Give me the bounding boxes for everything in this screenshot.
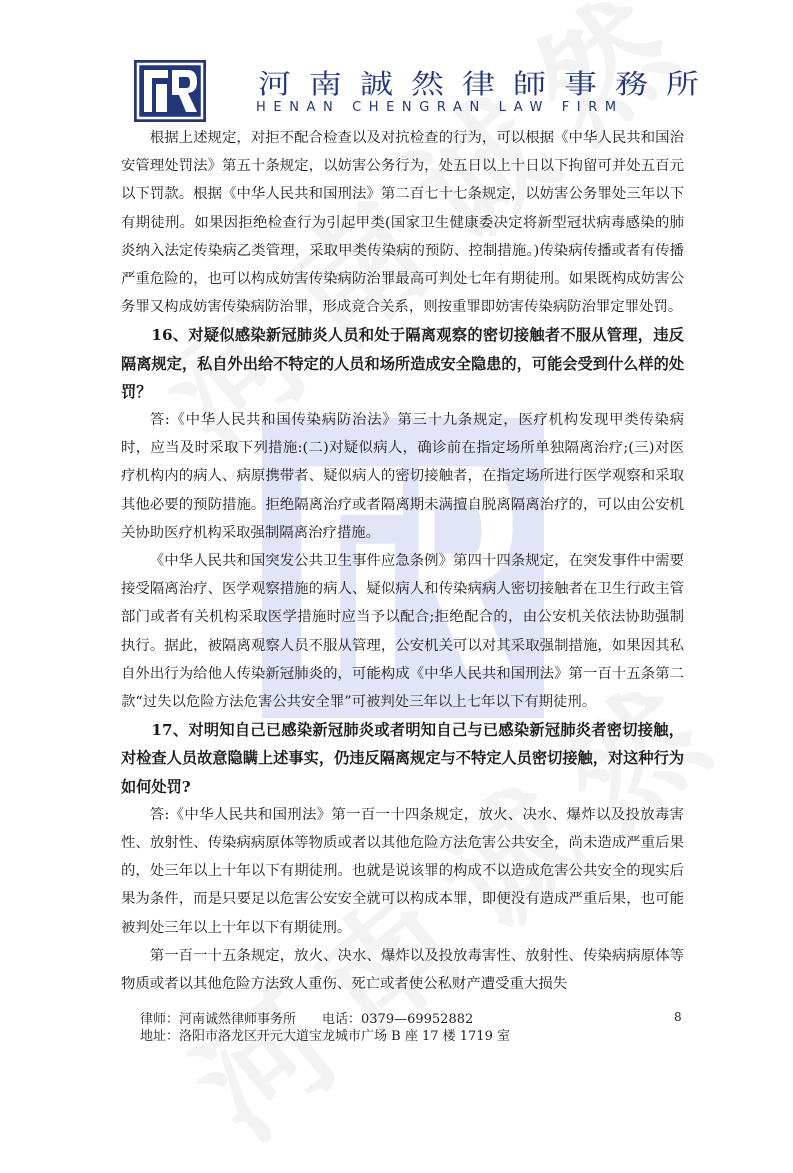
paragraph: 根据上述规定，对拒不配合检查以及对抗检查的行为，可以根据《中华人民共和国治安管理处罚法》第五十条规定，以妨害公务行为，处五日以上十日以下拘留可并处五百元以下罚款。根据《中华人民共和国刑法》第二百七十七条规定，以妨害公务罪处三年以下有期徒刑。如果因拒绝检查行为引起甲类(国家卫生健康委决定将新型冠状病毒感染的肺炎纳入法定传染病乙类管理，采取甲类传染病的预防、控制措施。)传染病传播或者有传播严重危险的，也可以构成妨害传染病防治罪最高可判处七年有期徒刑。如果既构成妨害公务罪又构成妨害传染病防治罪，形成竞合关系，则按重罪即妨害传染病防治罪定罪处罚。 <box>121 130 684 316</box>
footer-address: 地址：洛阳市洛龙区开元大道宝龙城市广场 B 座 17 楼 1719 室 <box>140 1029 510 1044</box>
paragraph: 答:《中华人民共和国传染病防治法》第三十九条规定，医疗机构发现甲类传染病时，应当及时采取下列措施:(二)对疑似病人，确诊前在指定场所单独隔离治疗;(三)对医疗机构内的病人、病原携带者、疑似病人的密切接触者，在指定场所进行医学观察和采取其他必要的预防措施。拒绝隔离治疗或者隔离期未满擅自脱离隔离治疗的，可以由公安机关协助医疗机构采取强制隔离治疗措施。 <box>121 412 684 541</box>
footer-lawyer: 律师：河南诚然律师事务所 <box>140 1012 297 1027</box>
question-heading: 17、对明知自己已感染新冠肺炎或者明知自己与已感染新冠肺炎者密切接触，对检查人员故意隐瞒上述事实，仍违反隔离规定与不特定人员密切接触，对这种行为如何处罚? <box>121 721 684 796</box>
paragraph: 第一百一十五条规定，放火、决水、爆炸以及投放毒害性、放射性、传染病病原体等物质或者以其他危险方法致人重伤、死亡或者使公私财产遭受重大损失 <box>121 947 684 993</box>
firm-name-subtitle: HENAN CHENGRAN LAW FIRM <box>256 100 624 115</box>
cr-monogram-logo-icon <box>134 60 206 122</box>
question-heading: 16、对疑似感染新冠肺炎人员和处于隔离观察的密切接触者不服从管理，违反隔离规定，私自外出给不特定的人员和场所造成安全隐患的，可能会受到什么样的处罚？ <box>121 326 684 401</box>
firm-name-title: 河南誠然律師事務所 <box>258 67 717 100</box>
page-number: 8 <box>674 1010 682 1024</box>
footer-phone: 电话：0379—69952882 <box>322 1012 474 1027</box>
document-body <box>121 124 684 998</box>
paragraph: 答:《中华人民共和国刑法》第一百一十四条规定，放火、决水、爆炸以及投放毒害性、放射性、传染病病原体等物质或者以其他危险方法危害公共安全，尚未造成严重后果的，处三年以上十年以下有期徒刑。也就是说该罪的构成不以造成危害公共安全的现实后果为条件，而是只要足以危害公安安全就可以构成本罪，即便没有造成严重后果，也可能被判处三年以上十年以下有期徒刑。 <box>121 806 684 936</box>
paragraph: 《中华人民共和国突发公共卫生事件应急条例》第四十四条规定，在突发事件中需要接受隔离治疗、医学观察措施的病人、疑似病人和传染病病人密切接触者在卫生行政主管部门或者有关机构采取医学措施时应当予以配合;拒绝配合的，由公安机关依法协助强制执行。据此，被隔离观察人员不服从管理，公安机关可以对其采取强制措施，如果因其私自外出行为给他人传染新冠肺炎的，可能构成《中华人民共和国刑法》第一百十五条第二款“过失以危险方法危害公共安全罪”可被判处三年以上七年以下有期徒刑。 <box>121 553 684 711</box>
